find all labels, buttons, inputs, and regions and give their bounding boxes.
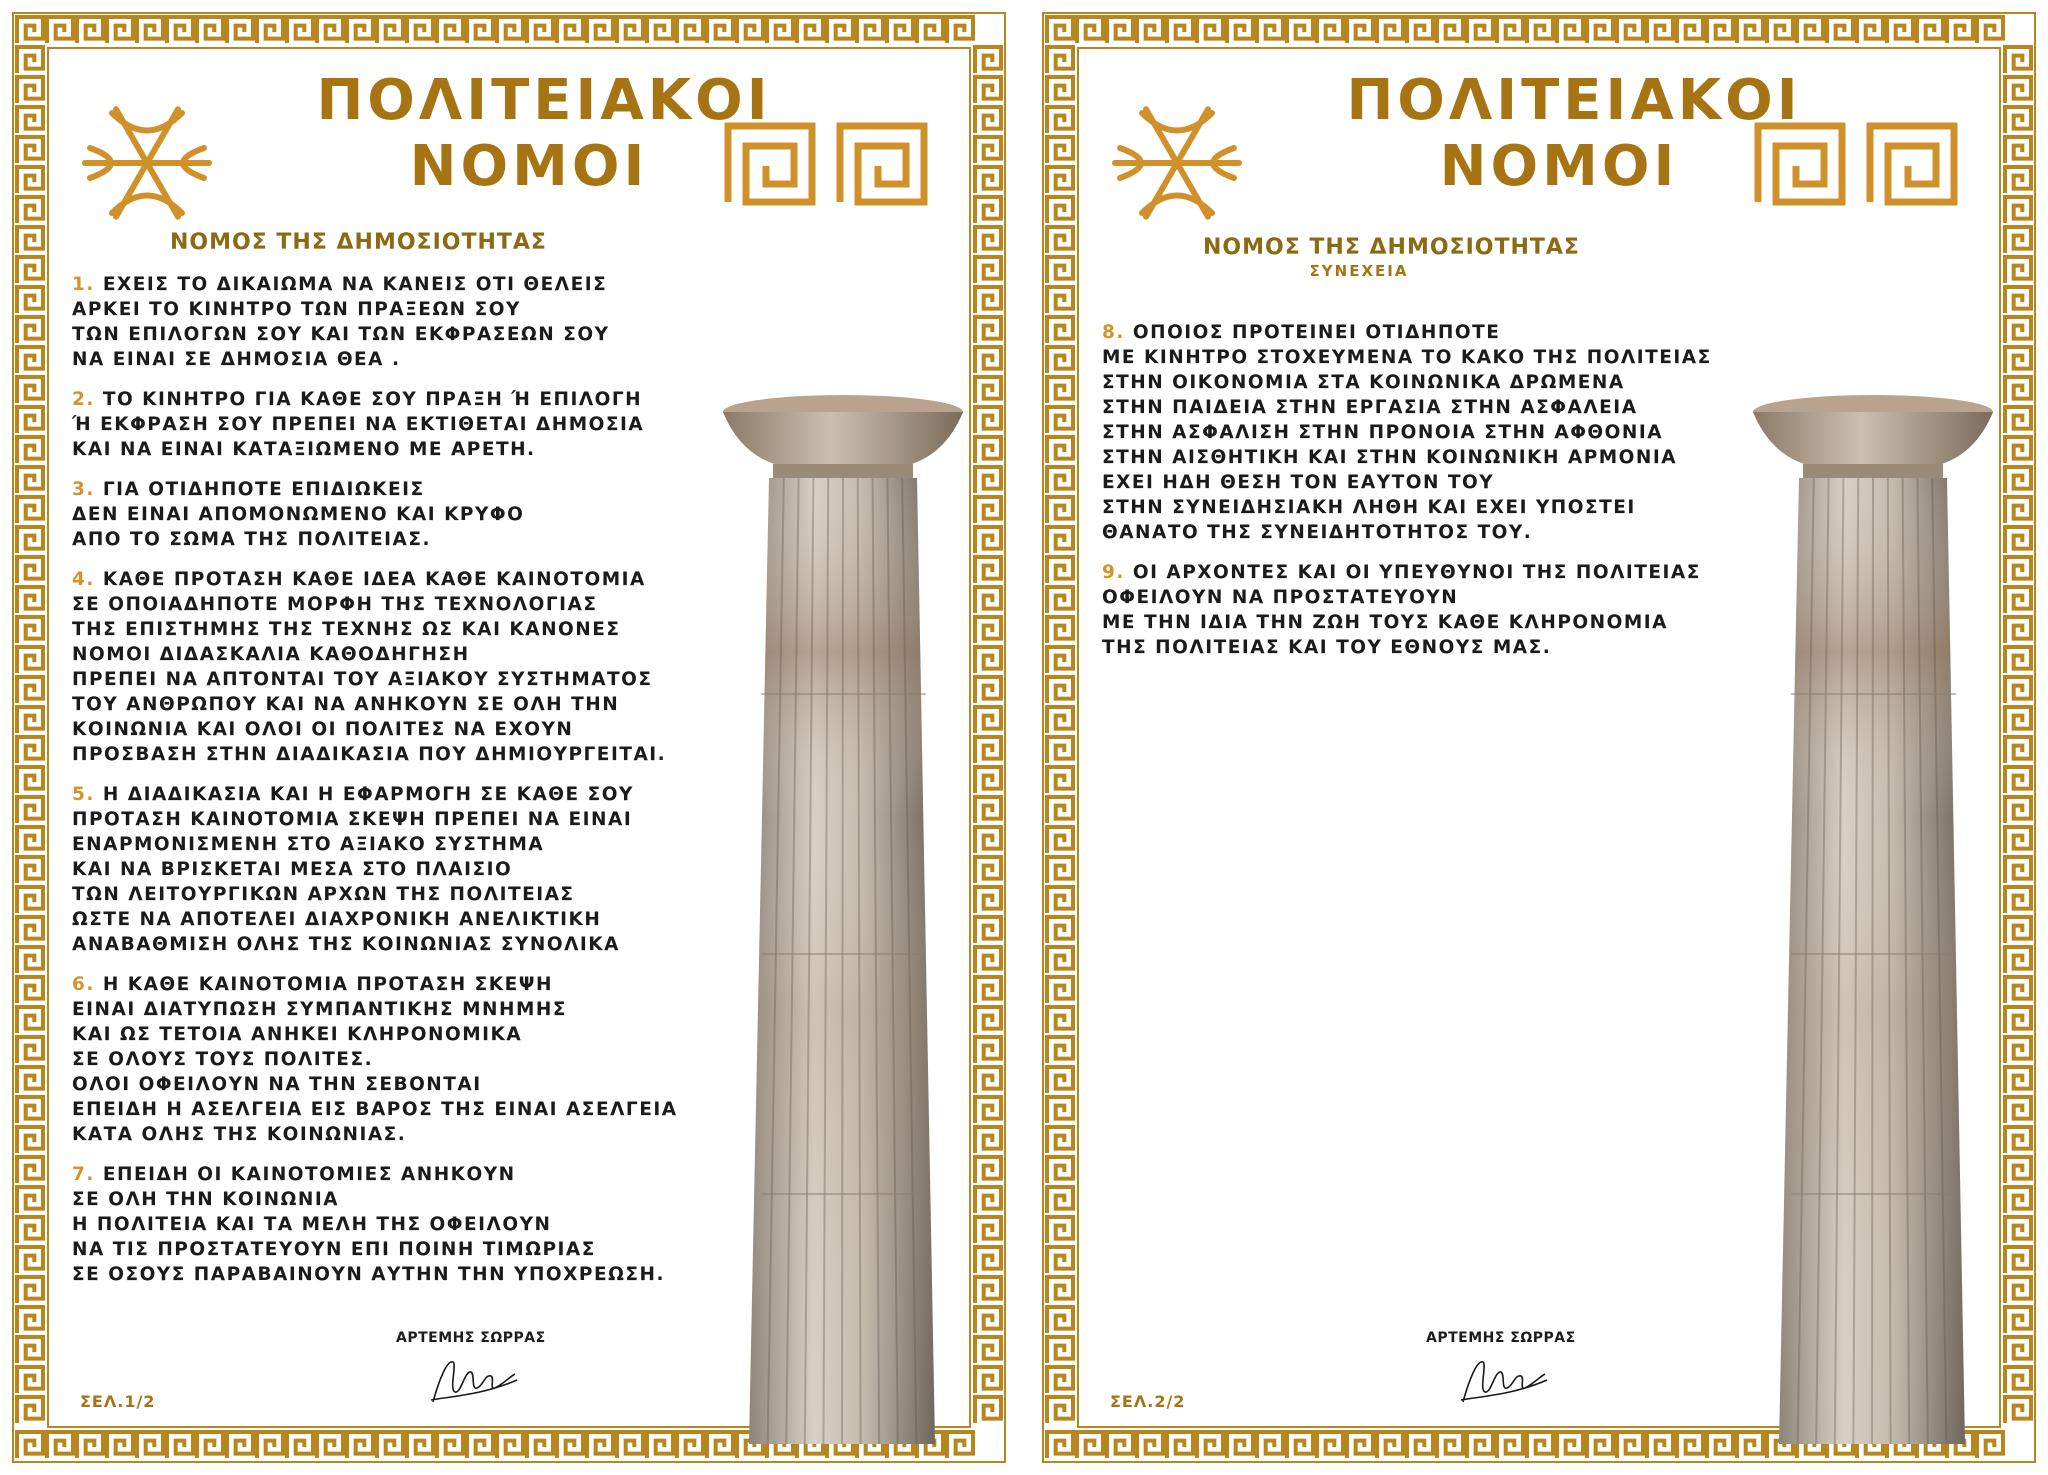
law-text: ΜΕ ΚΙΝΗΤΡΟ ΣΤΟΧΕΥΜΕΝΑ ΤΟ ΚΑΚΟ ΤΗΣ ΠΟΛΙΤΕΙΑΣ [1102,347,1712,368]
law-subtitle: ΝΟΜΟΣ ΤΗΣ ΔΗΜΟΣΙΟΤΗΤΑΣ [170,230,547,255]
law-line [1102,320,1762,345]
law-line [72,907,732,932]
law-line [72,1047,732,1072]
law-text: ΣΤΗΝ ΠΑΙΔΕΙΑ ΣΤΗΝ ΕΡΓΑΣΙΑ ΣΤΗΝ ΑΣΦΑΛΕΙΑ [1102,397,1638,418]
law-line [72,1022,732,1047]
doric-column-image [721,394,966,1444]
title-line-1: ΠΟΛΙΤΕΙΑΚΟΙ [316,68,772,133]
law-line [72,1187,732,1212]
title-line-2: ΝΟΜΟΙ [409,134,649,199]
law-paragraph [72,272,732,372]
law-line [1102,520,1762,545]
law-line [72,782,732,807]
law-text: ΤΗΣ ΠΟΛΙΤΕΙΑΣ ΚΑΙ ΤΟΥ ΕΘΝΟΥΣ ΜΑΣ. [1102,637,1552,658]
law-paragraph [1102,320,1762,545]
law-text: Ή ΕΚΦΡΑΣΗ ΣΟΥ ΠΡΕΠΕΙ ΝΑ ΕΚΤΙΘΕΤΑΙ ΔΗΜΟΣΙΑ [72,414,645,435]
law-text: ΚΑΙ ΩΣ ΤΕΤΟΙΑ ΑΝΗΚΕΙ ΚΛΗΡΟΝΟΜΙΚΑ [72,1024,523,1045]
law-line [72,477,732,502]
law-line [72,272,732,297]
law-line [1102,470,1762,495]
law-line [72,1122,732,1147]
law-number: 3. [72,479,95,500]
law-text: ΚΑΙ ΝΑ ΒΡΙΣΚΕΤΑΙ ΜΕΣΑ ΣΤΟ ΠΛΑΙΣΙΟ [72,859,513,880]
law-line [1102,635,1762,660]
continuation-label: ΣΥΝΕΧΕΙΑ [1309,262,1409,280]
law-text: ΝΟΜΟΙ ΔΙΔΑΣΚΑΛΙΑ ΚΑΘΟΔΗΓΗΣΗ [72,644,470,665]
title-line-2: ΝΟΜΟΙ [1439,134,1679,199]
law-text: ΣΤΗΝ ΑΣΦΑΛΙΣΗ ΣΤΗΝ ΠΡΟΝΟΙΑ ΣΤΗΝ ΑΦΘΟΝΙΑ [1102,422,1664,443]
page-title [50,68,968,200]
law-text: ΓΙΑ ΟΤΙΔΗΠΟΤΕ ΕΠΙΔΙΩΚΕΙΣ [102,479,425,500]
law-line [72,807,732,832]
law-text: ΚΑΘΕ ΠΡΟΤΑΣΗ ΚΑΘΕ ΙΔΕΑ ΚΑΘΕ ΚΑΙΝΟΤΟΜΙΑ [102,569,646,590]
law-text: ΟΠΟΙΟΣ ΠΡΟΤΕΙΝΕΙ ΟΤΙΔΗΠΟΤΕ [1132,322,1501,343]
page-number: ΣΕΛ.2/2 [1110,1392,1186,1411]
law-text: ΘΑΝΑΤΟ ΤΗΣ ΣΥΝΕΙΔΗΤΟΤΗΤΟΣ ΤΟΥ. [1102,522,1533,543]
law-text: ΟΛΟΙ ΟΦΕΙΛΟΥΝ ΝΑ ΤΗΝ ΣΕΒΟΝΤΑΙ [72,1074,482,1095]
law-number: 5. [72,784,95,805]
law-text: ΩΣΤΕ ΝΑ ΑΠΟΤΕΛΕΙ ΔΙΑΧΡΟΝΙΚΗ ΑΝΕΛΙΚΤΙΚΗ [72,909,602,930]
page-title [1080,68,1998,200]
title-line-1: ΠΟΛΙΤΕΙΑΚΟΙ [1346,68,1802,133]
law-line [72,932,732,957]
law-text: ΤΗΣ ΕΠΙΣΤΗΜΗΣ ΤΗΣ ΤΕΧΝΗΣ ΩΣ ΚΑΙ ΚΑΝΟΝΕΣ [72,619,621,640]
law-text: ΤΟΥ ΑΝΘΡΩΠΟΥ ΚΑΙ ΝΑ ΑΝΗΚΟΥΝ ΣΕ ΟΛΗ ΤΗΝ [72,694,620,715]
law-line [1102,420,1762,445]
law-number: 7. [72,1164,95,1185]
law-line [1102,370,1762,395]
law-subtitle: ΝΟΜΟΣ ΤΗΣ ΔΗΜΟΣΙΟΤΗΤΑΣ [1203,235,1580,260]
law-paragraph [72,567,732,767]
law-text: ΟΦΕΙΛΟΥΝ ΝΑ ΠΡΟΣΤΑΤΕΥΟΥΝ [1102,587,1459,608]
law-text: ΣΤΗΝ ΟΙΚΟΝΟΜΙΑ ΣΤΑ ΚΟΙΝΩΝΙΚΑ ΔΡΩΜΕΝΑ [1102,372,1625,393]
law-line [72,1237,732,1262]
law-text: ΕΧΕΙΣ ΤΟ ΔΙΚΑΙΩΜΑ ΝΑ ΚΑΝΕΙΣ ΟΤΙ ΘΕΛΕΙΣ [102,274,608,295]
law-line [72,857,732,882]
signature-image [1455,1350,1550,1410]
law-line [72,322,732,347]
law-number: 9. [1102,562,1125,583]
law-text: ΕΧΕΙ ΗΔΗ ΘΕΣΗ ΤΟΝ ΕΑΥΤΟΝ ΤΟΥ [1102,472,1495,493]
page-content [1080,50,1998,1425]
signature-image [425,1350,520,1410]
law-text: ΣΕ ΟΛΗ ΤΗΝ ΚΟΙΝΩΝΙΑ [72,1189,340,1210]
law-text: ΣΤΗΝ ΣΥΝΕΙΔΗΣΙΑΚΗ ΛΗΘΗ ΚΑΙ ΕΧΕΙ ΥΠΟΣΤΕΙ [1102,497,1636,518]
law-text: ΣΤΗΝ ΑΙΣΘΗΤΙΚΗ ΚΑΙ ΣΤΗΝ ΚΟΙΝΩΝΙΚΗ ΑΡΜΟΝΙΑ [1102,447,1678,468]
law-line [72,1212,732,1237]
law-line [72,667,732,692]
law-paragraph [72,477,732,552]
law-text: ΚΑΙ ΝΑ ΕΙΝΑΙ ΚΑΤΑΞΙΩΜΕΝΟ ΜΕ ΑΡΕΤΗ. [72,439,536,460]
law-text: ΝΑ ΕΙΝΑΙ ΣΕ ΔΗΜΟΣΙΑ ΘΕΑ . [72,349,401,370]
law-list [1102,320,1762,675]
law-text: ΕΠΕΙΔΗ Η ΑΣΕΛΓΕΙΑ ΕΙΣ ΒΑΡΟΣ ΤΗΣ ΕΙΝΑΙ ΑΣΕΛΓΕΙΑ [72,1099,678,1120]
law-text: Η ΚΑΘΕ ΚΑΙΝΟΤΟΜΙΑ ΠΡΟΤΑΣΗ ΣΚΕΨΗ [102,974,553,995]
law-line [72,717,732,742]
law-line [72,832,732,857]
law-number: 6. [72,974,95,995]
document-page [10,10,1008,1465]
law-line [72,437,732,462]
law-text: ΕΠΕΙΔΗ ΟΙ ΚΑΙΝΟΤΟΜΙΕΣ ΑΝΗΚΟΥΝ [102,1164,516,1185]
law-paragraph [72,387,732,462]
law-text: ΣΕ ΟΛΟΥΣ ΤΟΥΣ ΠΟΛΙΤΕΣ. [72,1049,374,1070]
law-line [72,502,732,527]
law-text: Η ΔΙΑΔΙΚΑΣΙΑ ΚΑΙ Η ΕΦΑΡΜΟΓΗ ΣΕ ΚΑΘΕ ΣΟΥ [102,784,634,805]
law-line [72,297,732,322]
law-line [1102,495,1762,520]
law-line [1102,585,1762,610]
law-text: ΤΩΝ ΛΕΙΤΟΥΡΓΙΚΩΝ ΑΡΧΩΝ ΤΗΣ ΠΟΛΙΤΕΙΑΣ [72,884,575,905]
law-line [1102,445,1762,470]
law-text: ΜΕ ΤΗΝ ΙΔΙΑ ΤΗΝ ΖΩΗ ΤΟΥΣ ΚΑΘΕ ΚΛΗΡΟΝΟΜΙΑ [1102,612,1668,633]
law-number: 1. [72,274,95,295]
law-list [72,272,732,1302]
law-text: ΚΟΙΝΩΝΙΑ ΚΑΙ ΟΛΟΙ ΟΙ ΠΟΛΙΤΕΣ ΝΑ ΕΧΟΥΝ [72,719,574,740]
law-line [72,972,732,997]
law-text: ΑΝΑΒΑΘΜΙΣΗ ΟΛΗΣ ΤΗΣ ΚΟΙΝΩΝΙΑΣ ΣΥΝΟΛΙΚΑ [72,934,620,955]
law-text: ΑΡΚΕΙ ΤΟ ΚΙΝΗΤΡΟ ΤΩΝ ΠΡΑΞΕΩΝ ΣΟΥ [72,299,521,320]
law-line [1102,560,1762,585]
law-paragraph [72,782,732,957]
page-number: ΣΕΛ.1/2 [80,1392,156,1411]
law-text: ΔΕΝ ΕΙΝΑΙ ΑΠΟΜΟΝΩΜΕΝΟ ΚΑΙ ΚΡΥΦΟ [72,504,525,525]
law-number: 2. [72,389,95,410]
law-text: ΠΡΕΠΕΙ ΝΑ ΑΠΤΟΝΤΑΙ ΤΟΥ ΑΞΙΑΚΟΥ ΣΥΣΤΗΜΑΤΟΣ [72,669,653,690]
law-line [72,1162,732,1187]
law-line [72,882,732,907]
law-text: ΣΕ ΟΣΟΥΣ ΠΑΡΑΒΑΙΝΟΥΝ ΑΥΤΗΝ ΤΗΝ ΥΠΟΧΡΕΩΣΗ. [72,1264,665,1285]
document-page [1040,10,2038,1465]
law-line [1102,395,1762,420]
law-text: ΝΑ ΤΙΣ ΠΡΟΣΤΑΤΕΥΟΥΝ ΕΠΙ ΠΟΙΝΗ ΤΙΜΩΡΙΑΣ [72,1239,596,1260]
law-text: ΤΟ ΚΙΝΗΤΡΟ ΓΙΑ ΚΑΘΕ ΣΟΥ ΠΡΑΞΗ Ή ΕΠΙΛΟΓΗ [102,389,643,410]
law-line [72,617,732,642]
law-line [72,347,732,372]
law-line [72,742,732,767]
author-name: ΑΡΤΕΜΗΣ ΣΩΡΡΑΣ [1426,1330,1576,1346]
law-number: 4. [72,569,95,590]
law-text: ΤΩΝ ΕΠΙΛΟΓΩΝ ΣΟΥ ΚΑΙ ΤΩΝ ΕΚΦΡΑΣΕΩΝ ΣΟΥ [72,324,610,345]
law-line [72,642,732,667]
law-text: ΠΡΟΤΑΣΗ ΚΑΙΝΟΤΟΜΙΑ ΣΚΕΨΗ ΠΡΕΠΕΙ ΝΑ ΕΙΝΑΙ [72,809,633,830]
law-line [1102,610,1762,635]
law-line [1102,345,1762,370]
law-paragraph [72,972,732,1147]
law-line [72,1262,732,1287]
law-text: ΠΡΟΣΒΑΣΗ ΣΤΗΝ ΔΙΑΔΙΚΑΣΙΑ ΠΟΥ ΔΗΜΙΟΥΡΓΕΙΤΑΙ. [72,744,667,765]
law-paragraph [72,1162,732,1287]
law-number: 8. [1102,322,1125,343]
page-content [50,50,968,1425]
author-name: ΑΡΤΕΜΗΣ ΣΩΡΡΑΣ [396,1330,546,1346]
law-line [72,692,732,717]
law-text: ΕΙΝΑΙ ΔΙΑΤΥΠΩΣΗ ΣΥΜΠΑΝΤΙΚΗΣ ΜΝΗΜΗΣ [72,999,567,1020]
law-line [72,1097,732,1122]
law-line [72,1072,732,1097]
doric-column-image [1751,394,1996,1444]
law-text: Η ΠΟΛΙΤΕΙΑ ΚΑΙ ΤΑ ΜΕΛΗ ΤΗΣ ΟΦΕΙΛΟΥΝ [72,1214,552,1235]
law-line [72,592,732,617]
law-text: ΕΝΑΡΜΟΝΙΣΜΕΝΗ ΣΤΟ ΑΞΙΑΚΟ ΣΥΣΤΗΜΑ [72,834,545,855]
law-line [72,527,732,552]
law-line [72,567,732,592]
law-text: ΟΙ ΑΡΧΟΝΤΕΣ ΚΑΙ ΟΙ ΥΠΕΥΘΥΝΟΙ ΤΗΣ ΠΟΛΙΤΕΙΑΣ [1132,562,1701,583]
law-text: ΣΕ ΟΠΟΙΑΔΗΠΟΤΕ ΜΟΡΦΗ ΤΗΣ ΤΕΧΝΟΛΟΓΙΑΣ [72,594,598,615]
law-line [72,412,732,437]
law-text: ΚΑΤΑ ΟΛΗΣ ΤΗΣ ΚΟΙΝΩΝΙΑΣ. [72,1124,407,1145]
law-paragraph [1102,560,1762,660]
law-line [72,997,732,1022]
law-text: ΑΠΟ ΤΟ ΣΩΜΑ ΤΗΣ ΠΟΛΙΤΕΙΑΣ. [72,529,432,550]
law-line [72,387,732,412]
